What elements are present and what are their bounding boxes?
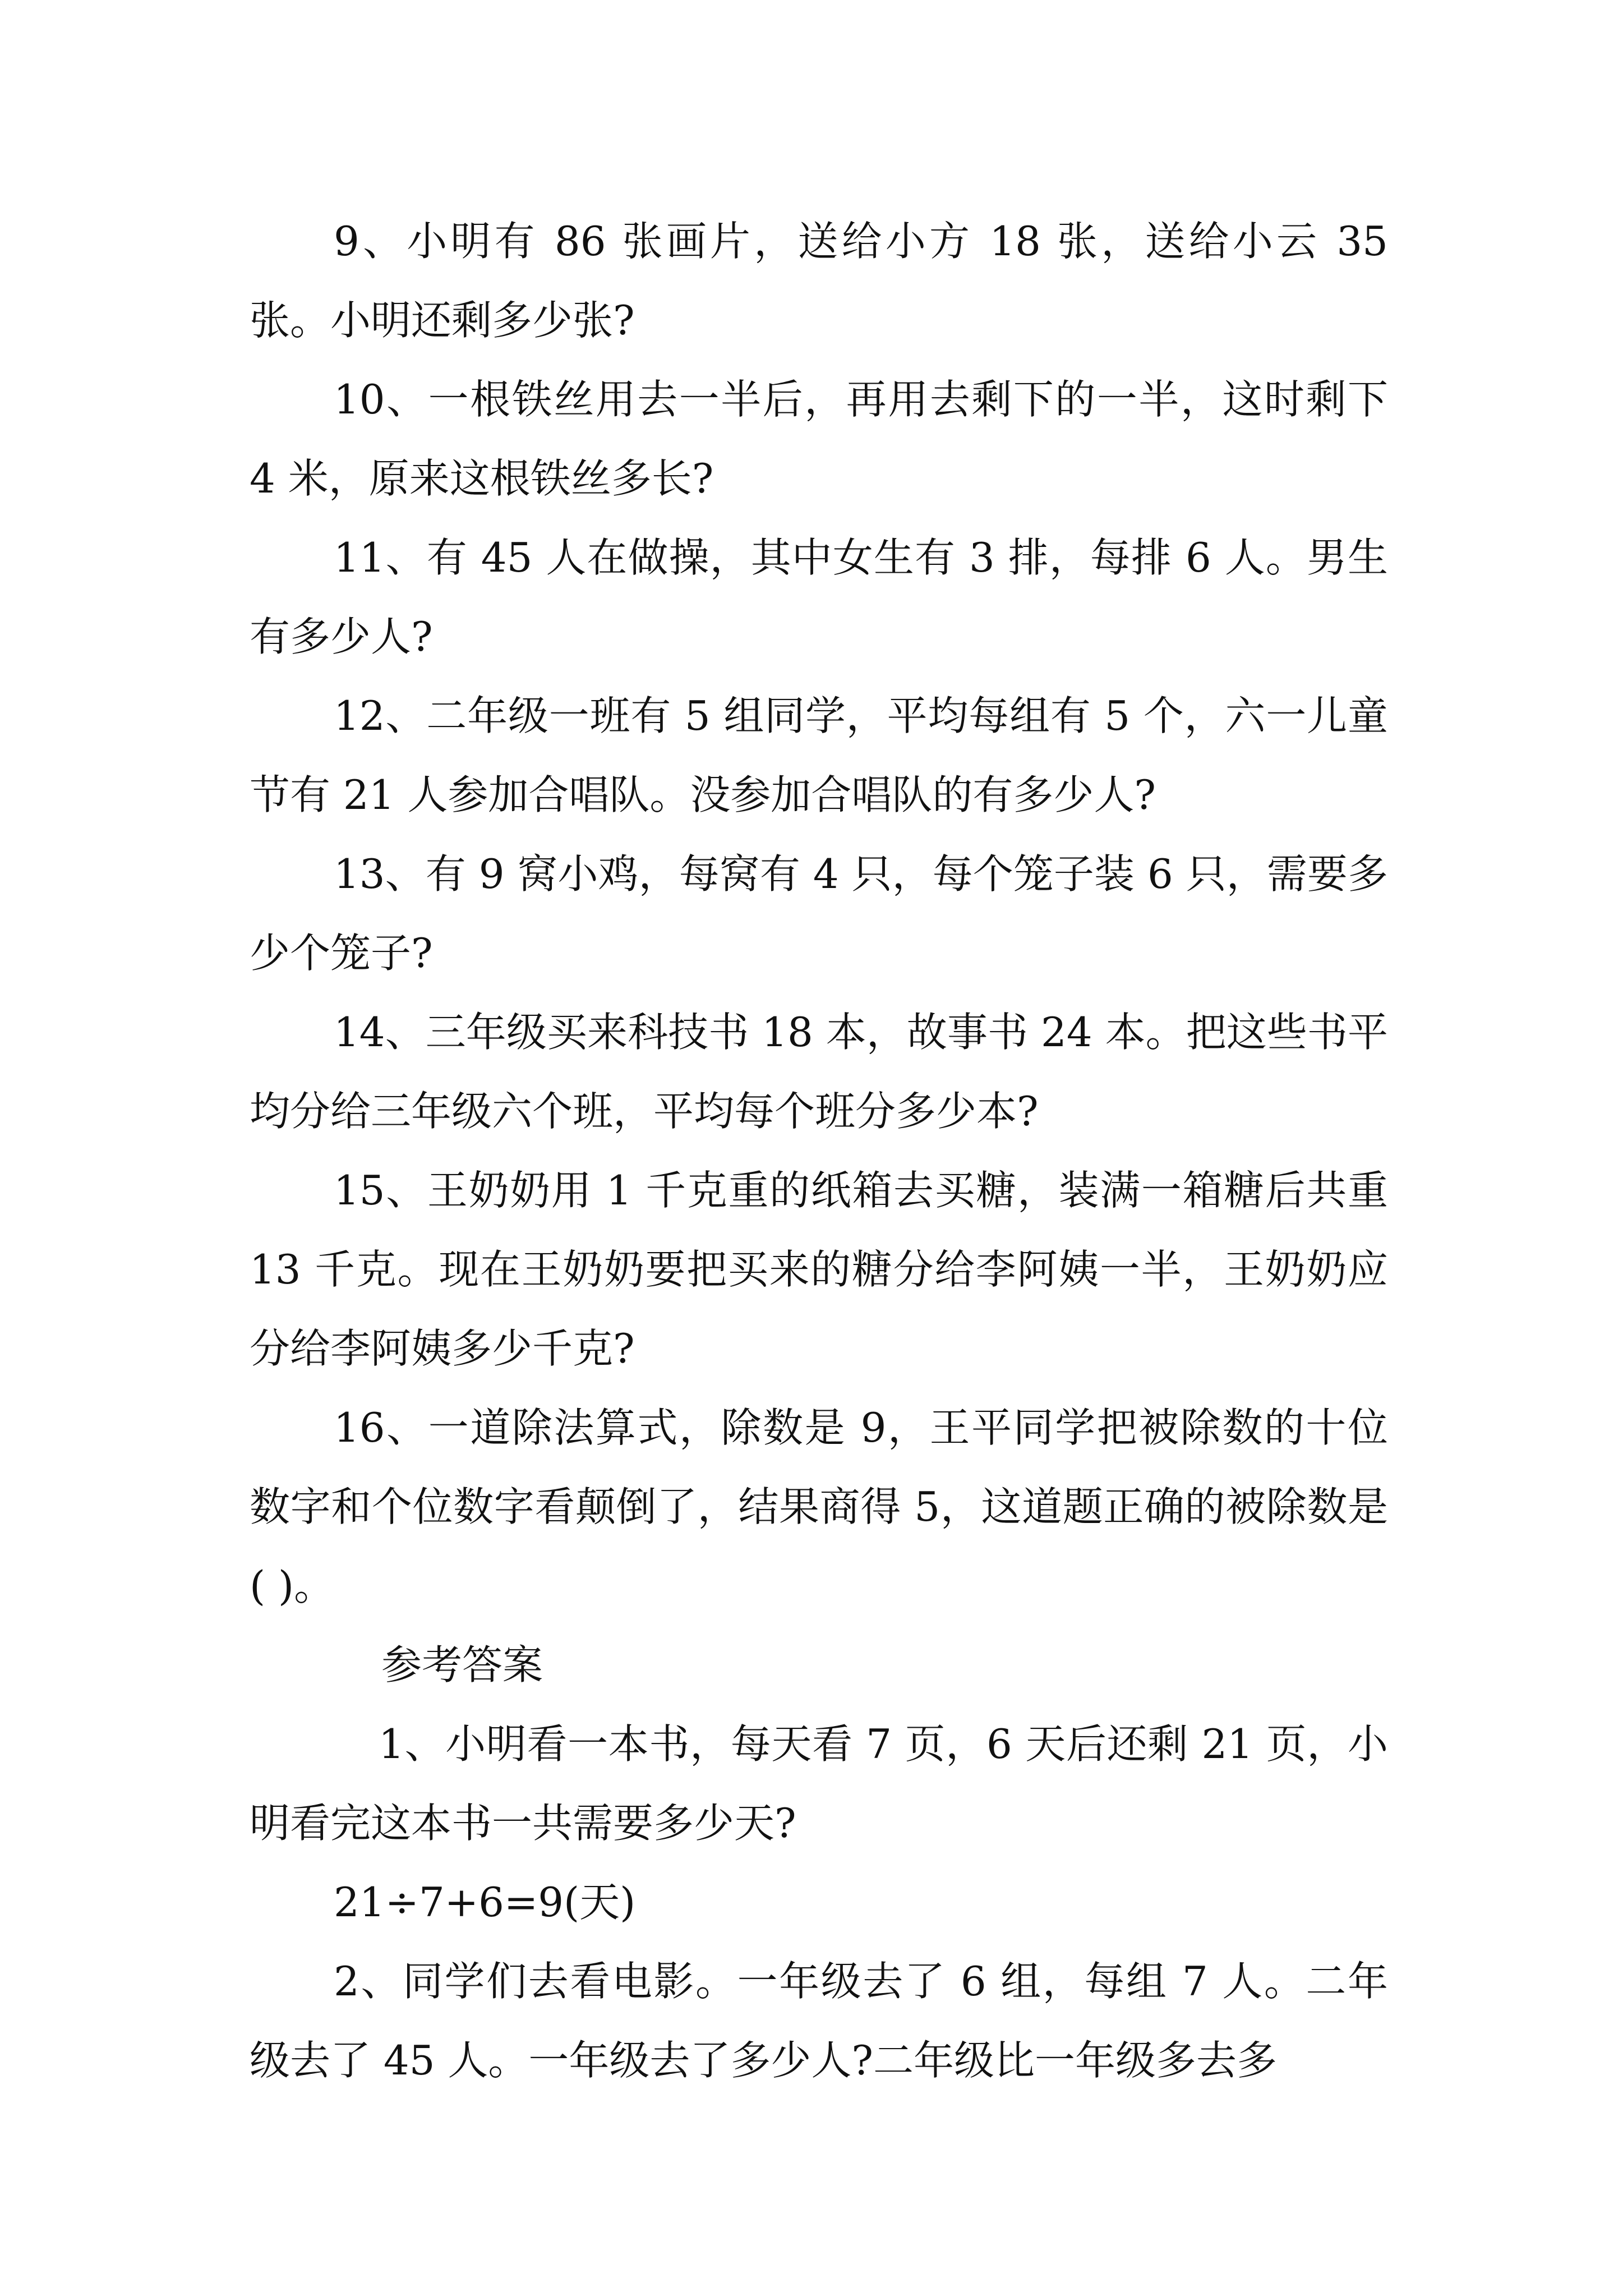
question-12: 12、二年级一班有 5 组同学，平均每组有 5 个，六一儿童节有 21 人参加合唱队。没参加合唱队的有多少人? xyxy=(250,692,1388,818)
answer-2-question: 2、同学们去看电影。一年级去了 6 组，每组 7 人。二年级去了 45 人。一年级去了多少人?二年级比一年级多去多 xyxy=(250,1958,1388,2084)
question-16: 16、一道除法算式，除数是 9，王平同学把被除数的十位数字和个位数字看颠倒了，结果商得 5，这道题正确的被除数是( )。 xyxy=(250,1404,1388,1609)
question-13: 13、有 9 窝小鸡，每窝有 4 只，每个笼子装 6 只，需要多少个笼子? xyxy=(250,850,1388,977)
question-14: 14、三年级买来科技书 18 本，故事书 24 本。把这些书平均分给三年级六个班，平均每个班分多少本? xyxy=(250,1009,1388,1135)
answer-1-solution: 21÷7+6=9(天) xyxy=(334,1879,636,1926)
question-9: 9、小明有 86 张画片，送给小方 18 张，送给小云 35 张。小明还剩多少张? xyxy=(250,218,1388,344)
question-10: 10、一根铁丝用去一半后，再用去剩下的一半，这时剩下 4 米，原来这根铁丝多长? xyxy=(250,376,1388,502)
answers-heading: 参考答案 xyxy=(381,1641,543,1688)
document-body xyxy=(250,202,1388,2100)
answer-1-question: 1、小明看一本书，每天看 7 页，6 天后还剩 21 页，小明看完这本书一共需要多少天? xyxy=(250,1720,1388,1847)
question-11: 11、有 45 人在做操，其中女生有 3 排，每排 6 人。男生有多少人? xyxy=(250,534,1388,660)
question-15: 15、王奶奶用 1 千克重的纸箱去买糖，装满一箱糖后共重 13 千克。现在王奶奶要把买来的糖分给李阿姨一半，王奶奶应分给李阿姨多少千克? xyxy=(250,1167,1388,1372)
